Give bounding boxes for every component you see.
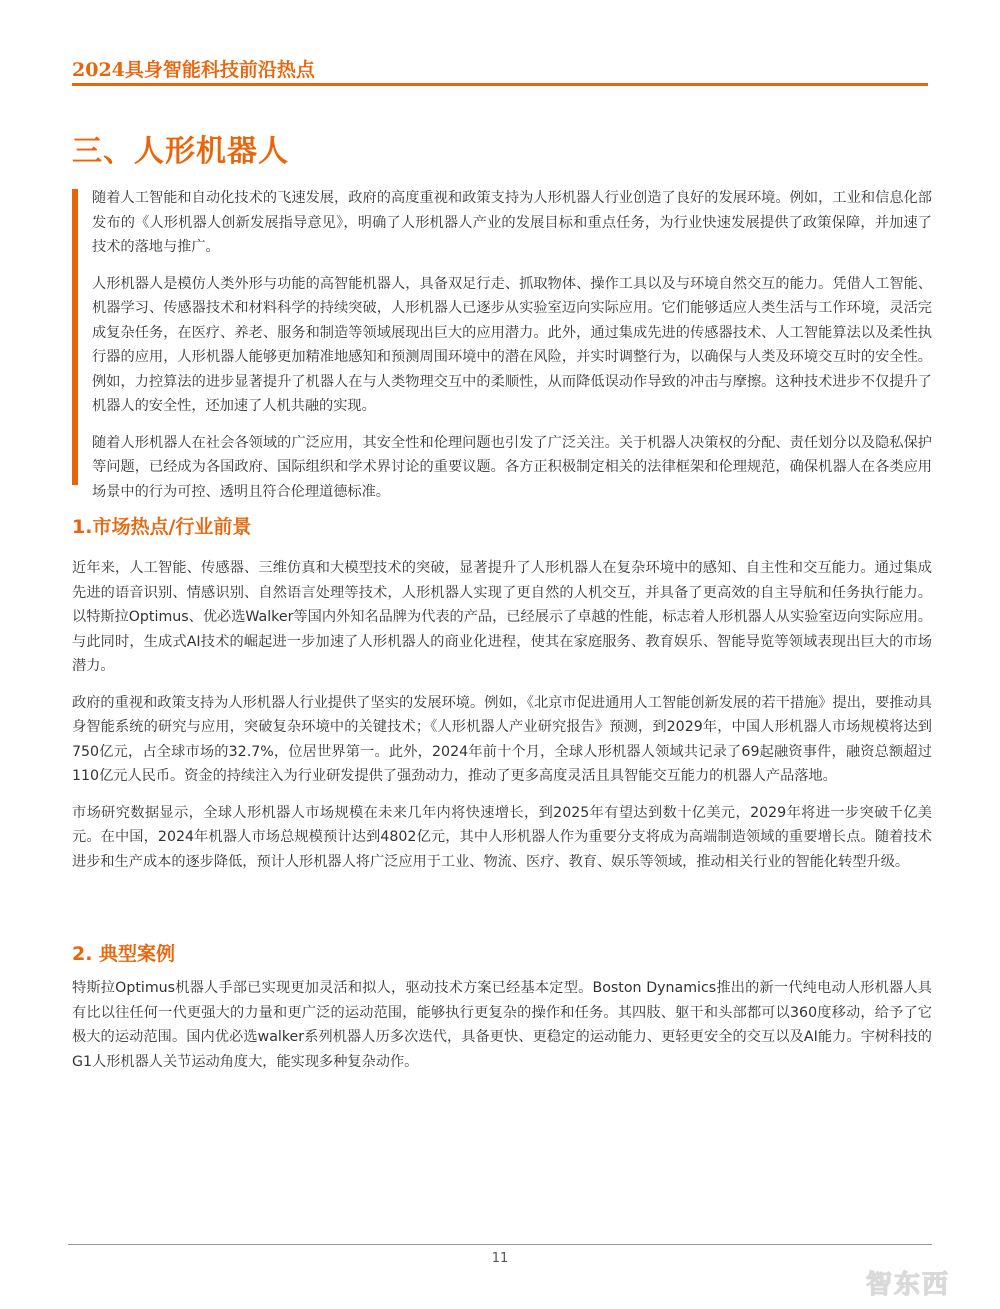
market-body <box>72 556 932 886</box>
intro-paragraph: 人形机器人是模仿人类外形与功能的高智能机器人，具备双足行走、抓取物体、操作工具以及与环境自然交互的能力。凭借人工智能、机器学习、传感器技术和材料科学的持续突破，人形机器人已逐步从实验室迈向实际应用。它们能够适应人类生活与工作环境，灵活完成复杂任务，在医疗、养老、服务和制造等领域展现出巨大的应用潜力。此外，通过集成先进的传感器技术、人工智能算法以及柔性执行器的应用，人形机器人能够更加精准地感知和预测周围环境中的潜在风险，并实时调整行为，以确保与人类及环境交互时的安全性。例如，力控算法的进步显著提升了机器人在与人类物理交互中的柔顺性，从而降低误动作导致的冲击与摩擦。这种技术进步不仅提升了机器人的安全性，还加速了人机共融的实现。 <box>92 275 932 414</box>
cases-body <box>72 976 932 1086</box>
section-title: 三、人形机器人 <box>72 134 289 169</box>
watermark-text: 智东西 <box>866 1270 951 1300</box>
market-paragraph: 政府的重视和政策支持为人形机器人行业提供了坚实的发展环境。例如，《北京市促进通用人工智能创新发展的若干措施》提出，要推动具身智能系统的研究与应用，突破复杂环境中的关键技术；《人形机器人产业研究报告》预测，到2029年，中国人形机器人市场规模将达到750亿元，占全球市场的32.7%，位居世界第一。此外，2024年前十个月，全球人形机器人领域共记录了69起融资事件，融资总额超过110亿元人民币。资金的持续注入为行业研发提供了强劲动力，推动了更多高度灵活且具智能交互能力的机器人产品落地。 <box>72 694 932 784</box>
running-header-title: 2024具身智能科技前沿热点 <box>72 59 315 81</box>
intro-paragraph: 随着人工智能和自动化技术的飞速发展，政府的高度重视和政策支持为人形机器人行业创造了良好的发展环境。例如，工业和信息化部发布的《人形机器人创新发展指导意见》，明确了人形机器人产业的发展目标和重点任务，为行业快速发展提供了政策保障，并加速了技术的落地与推广。 <box>92 190 932 255</box>
watermark-logo <box>858 1265 978 1301</box>
intro-accent-bar <box>72 189 78 485</box>
market-subheading: 1.市场热点/行业前景 <box>72 516 252 538</box>
footer-rule <box>68 1244 932 1245</box>
market-paragraph: 近年来，人工智能、传感器、三维仿真和大模型技术的突破，显著提升了人形机器人在复杂环境中的感知、自主性和交互能力。通过集成先进的语音识别、情感识别、自然语言处理等技术，人形机器人实现了更自然的人机交互，并具备了更高效的自主导航和任务执行能力。以特斯拉Optimus、优必选Walker等国内外知名品牌为代表的产品，已经展示了卓越的性能，标志着人形机器人从实验室迈向实际应用。与此同时，生成式AI技术的崛起进一步加速了人形机器人的商业化进程，使其在家庭服务、教育娱乐、智能导览等领域表现出巨大的市场潜力。 <box>72 560 932 674</box>
intro-block <box>92 186 932 516</box>
cases-subheading: 2. 典型案例 <box>72 943 176 965</box>
cases-paragraph: 特斯拉Optimus机器人手部已实现更加灵活和拟人，驱动技术方案已经基本定型。Boston Dynamics推出的新一代纯电动人形机器人具有比以往任何一代更强大的力量和更广泛的运动范围，能够执行更复杂的操作和任务。其四肢、躯干和头部都可以360度移动，给予了它极大的运动范围。国内优必选walker系列机器人历多次迭代，具备更快、更稳定的运动能力、更轻更安全的交互以及AI能力。宇树科技的G1人形机器人关节运动角度大，能实现多种复杂动作。 <box>72 980 932 1070</box>
intro-paragraph: 随着人形机器人在社会各领域的广泛应用，其安全性和伦理问题也引发了广泛关注。关于机器人决策权的分配、责任划分以及隐私保护等问题，已经成为各国政府、国际组织和学术界讨论的重要议题。各方正积极制定相关的法律框架和伦理规范，确保机器人在各类应用场景中的行为可控、透明且符合伦理道德标准。 <box>92 434 932 500</box>
market-paragraph: 市场研究数据显示，全球人形机器人市场规模在未来几年内将快速增长，到2025年有望达到数十亿美元，2029年将进一步突破千亿美元。在中国，2024年机器人市场总规模预计达到4802亿元，其中人形机器人作为重要分支将成为高端制造领域的重要增长点。随着技术进步和生产成本的逐步降低，预计人形机器人将广泛应用于工业、物流、医疗、教育、娱乐等领域，推动相关行业的智能化转型升级。 <box>72 804 932 870</box>
header-rule <box>72 83 928 86</box>
page-number: 11 <box>491 1251 509 1266</box>
